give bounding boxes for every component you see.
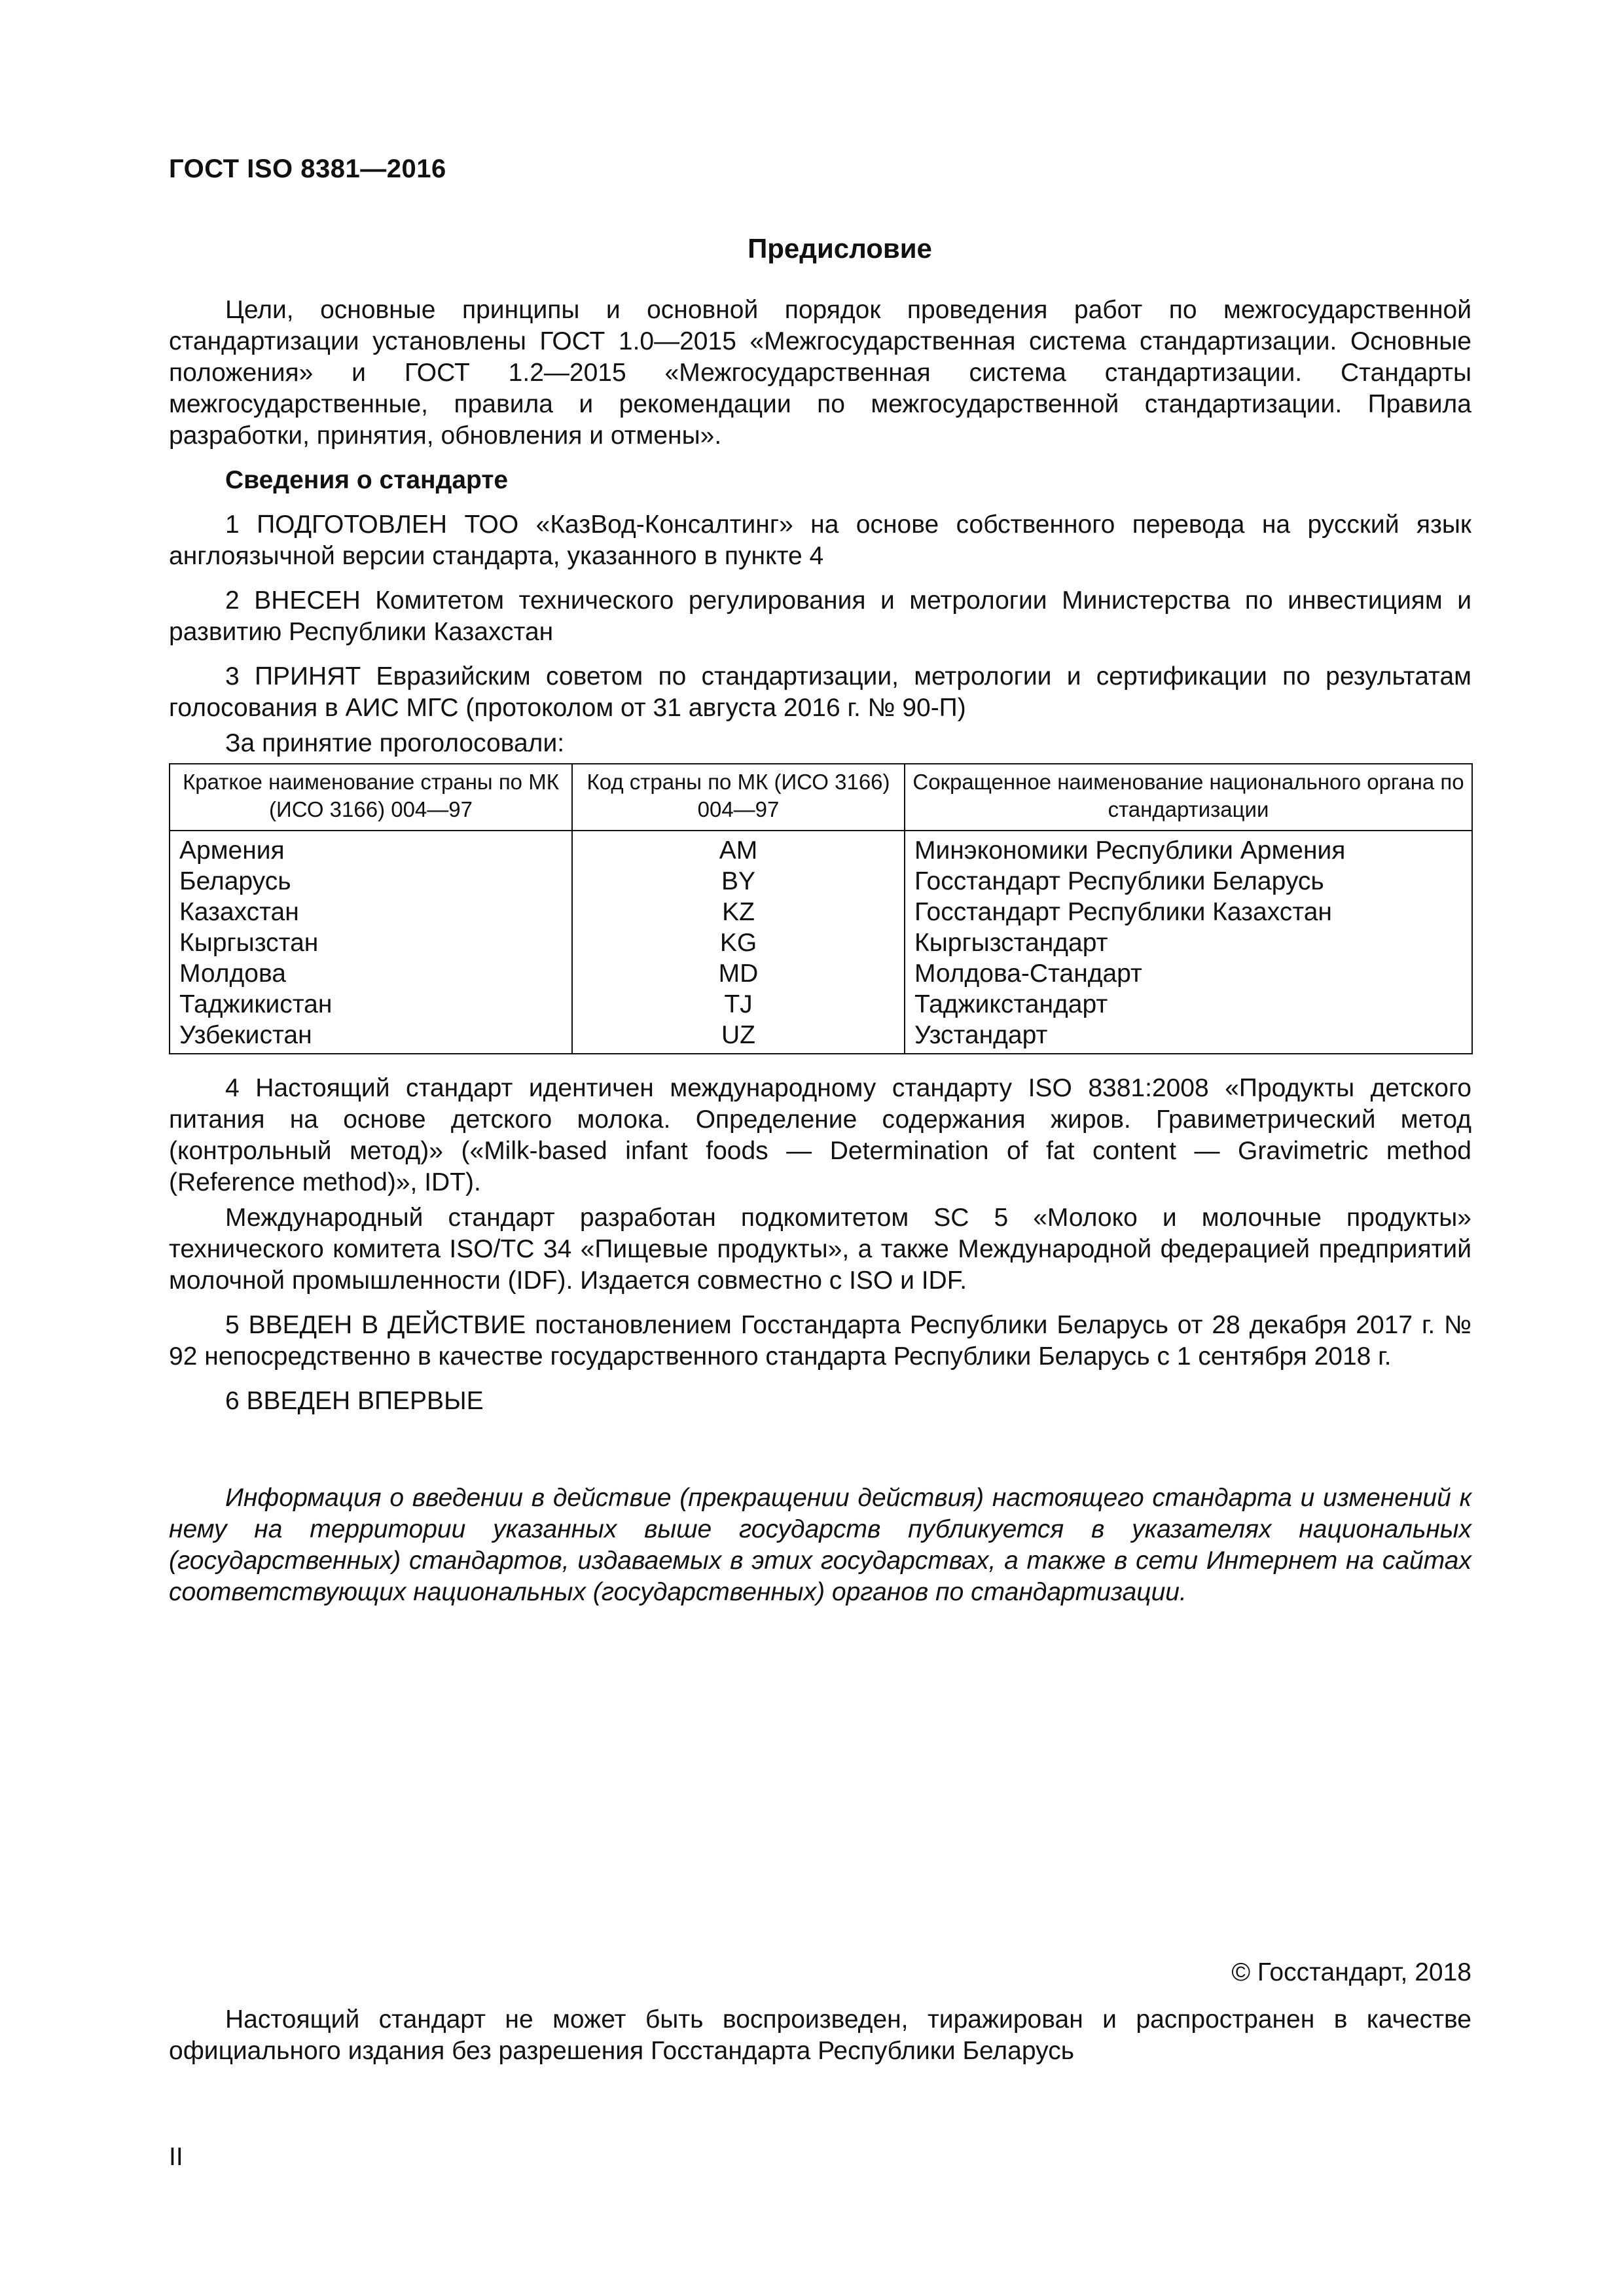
voted-label: За принятие проголосовали: (225, 729, 565, 757)
table-row (170, 989, 1472, 1020)
standards-body: Молдова-Стандарт (905, 958, 1472, 989)
standards-body: Госстандарт Республики Казахстан (905, 897, 1472, 927)
country-code: BY (572, 866, 905, 897)
table-row (170, 831, 1472, 866)
country-name: Казахстан (170, 897, 572, 927)
table-header-row (170, 764, 1472, 831)
standards-body: Таджикстандарт (905, 989, 1472, 1020)
country-name: Узбекистан (170, 1020, 572, 1054)
country-code: KG (572, 927, 905, 958)
table-row (170, 897, 1472, 927)
information-notice: Информация о введении в действие (прекращении действия) настоящего стандарта и изменений к нему на территории указанных выше государств публикуется в указателях национальных (государственных) стандартов, издаваемых в этих государствах, а также в сети Интернет на сайтах соответствующих национальных (государственных) органов по стандартизации. (169, 1484, 1471, 1606)
country-code: KZ (572, 897, 905, 927)
foreword-body (169, 233, 1471, 1608)
table-row (170, 958, 1472, 989)
country-name: Таджикистан (170, 989, 572, 1020)
spacer (169, 1430, 1471, 1482)
standards-body: Узстандарт (905, 1020, 1472, 1054)
item-5-effective: 5 ВВЕДЕН В ДЕЙСТВИЕ постановлением Госстандарта Республики Беларусь от 28 декабря 2017 г. № 92 непосредственно в качестве государственного стандарта Республики Беларусь с 1 сентября 2018 г. (169, 1311, 1471, 1371)
item-4-identical: 4 Настоящий стандарт идентичен международному стандарту ISO 8381:2008 «Продукты детского питания на основе детского молока. Определение содержания жиров. Гравиметрический метод (контрольный метод)» («Milk-based infant foods — Determination of fat content — Gravimetric method (Reference method)», IDT). (169, 1074, 1471, 1196)
header-country-code: Код страны по МК (ИСО 3166) 004—97 (572, 764, 905, 831)
page-title: Предисловие (748, 233, 932, 264)
voting-table (169, 763, 1473, 1054)
country-name: Кыргызстан (170, 927, 572, 958)
country-code: UZ (572, 1020, 905, 1054)
item-3-adopted: 3 ПРИНЯТ Евразийским советом по стандартизации, метрологии и сертификации по результатам голосования в АИС МГС (протоколом от 31 августа 2016 г. № 90-П) (169, 662, 1471, 722)
page-number: II (169, 2143, 183, 2171)
item-1-prepared: 1 ПОДГОТОВЛЕН ТОО «КазВод-Консалтинг» на основе собственного перевода на русский язык англоязычной версии стандарта, указанного в пункте 4 (169, 511, 1471, 570)
table-row (170, 1020, 1472, 1054)
standards-body: Минэкономики Республики Армения (905, 831, 1472, 866)
country-name: Беларусь (170, 866, 572, 897)
intro-paragraph: Цели, основные принципы и основной порядок проведения работ по межгосударственной стандартизации установлены ГОСТ 1.0—2015 «Межгосударственная система стандартизации. Основные положения» и ГОСТ 1.2—2015 «Межгосударственная система стандартизации. Стандарты межгосударственные, правила и рекомендации по межгосударственной стандартизации. Правила разработки, принятия, обновления и отмены». (169, 296, 1471, 450)
standards-body: Кыргызстандарт (905, 927, 1472, 958)
standards-body: Госстандарт Республики Беларусь (905, 866, 1472, 897)
item-4-note: Международный стандарт разработан подкомитетом SC 5 «Молоко и молочные продукты» технического комитета ISO/TC 34 «Пищевые продукты», а также Международной федерацией предприятий молочной промышленности (IDF). Издается совместно с ISO и IDF. (169, 1204, 1471, 1295)
country-name: Армения (170, 831, 572, 866)
copyright: © Госстандарт, 2018 (1231, 1958, 1471, 1986)
header-standards-body: Сокращенное наименование национального органа по стандартизации (905, 764, 1472, 831)
country-code: AM (572, 831, 905, 866)
table-row (170, 866, 1472, 897)
info-heading: Сведения о стандарте (225, 466, 509, 494)
reproduction-notice: Настоящий стандарт не может быть воспроизведен, тиражирован и распространен в качестве официального издания без разрешения Госстандарта Республики Беларусь (169, 2005, 1471, 2065)
item-2-submitted: 2 ВНЕСЕН Комитетом технического регулирования и метрологии Министерства по инвестициям и развитию Республики Казахстан (169, 586, 1471, 646)
country-code: TJ (572, 989, 905, 1020)
country-name: Молдова (170, 958, 572, 989)
document-id: ГОСТ ISO 8381—2016 (169, 154, 446, 183)
item-6-first-introduced: 6 ВВЕДЕН ВПЕРВЫЕ (225, 1387, 484, 1415)
country-code: MD (572, 958, 905, 989)
table-row (170, 927, 1472, 958)
header-country-name: Краткое наименование страны по МК (ИСО 3166) 004—97 (170, 764, 572, 831)
